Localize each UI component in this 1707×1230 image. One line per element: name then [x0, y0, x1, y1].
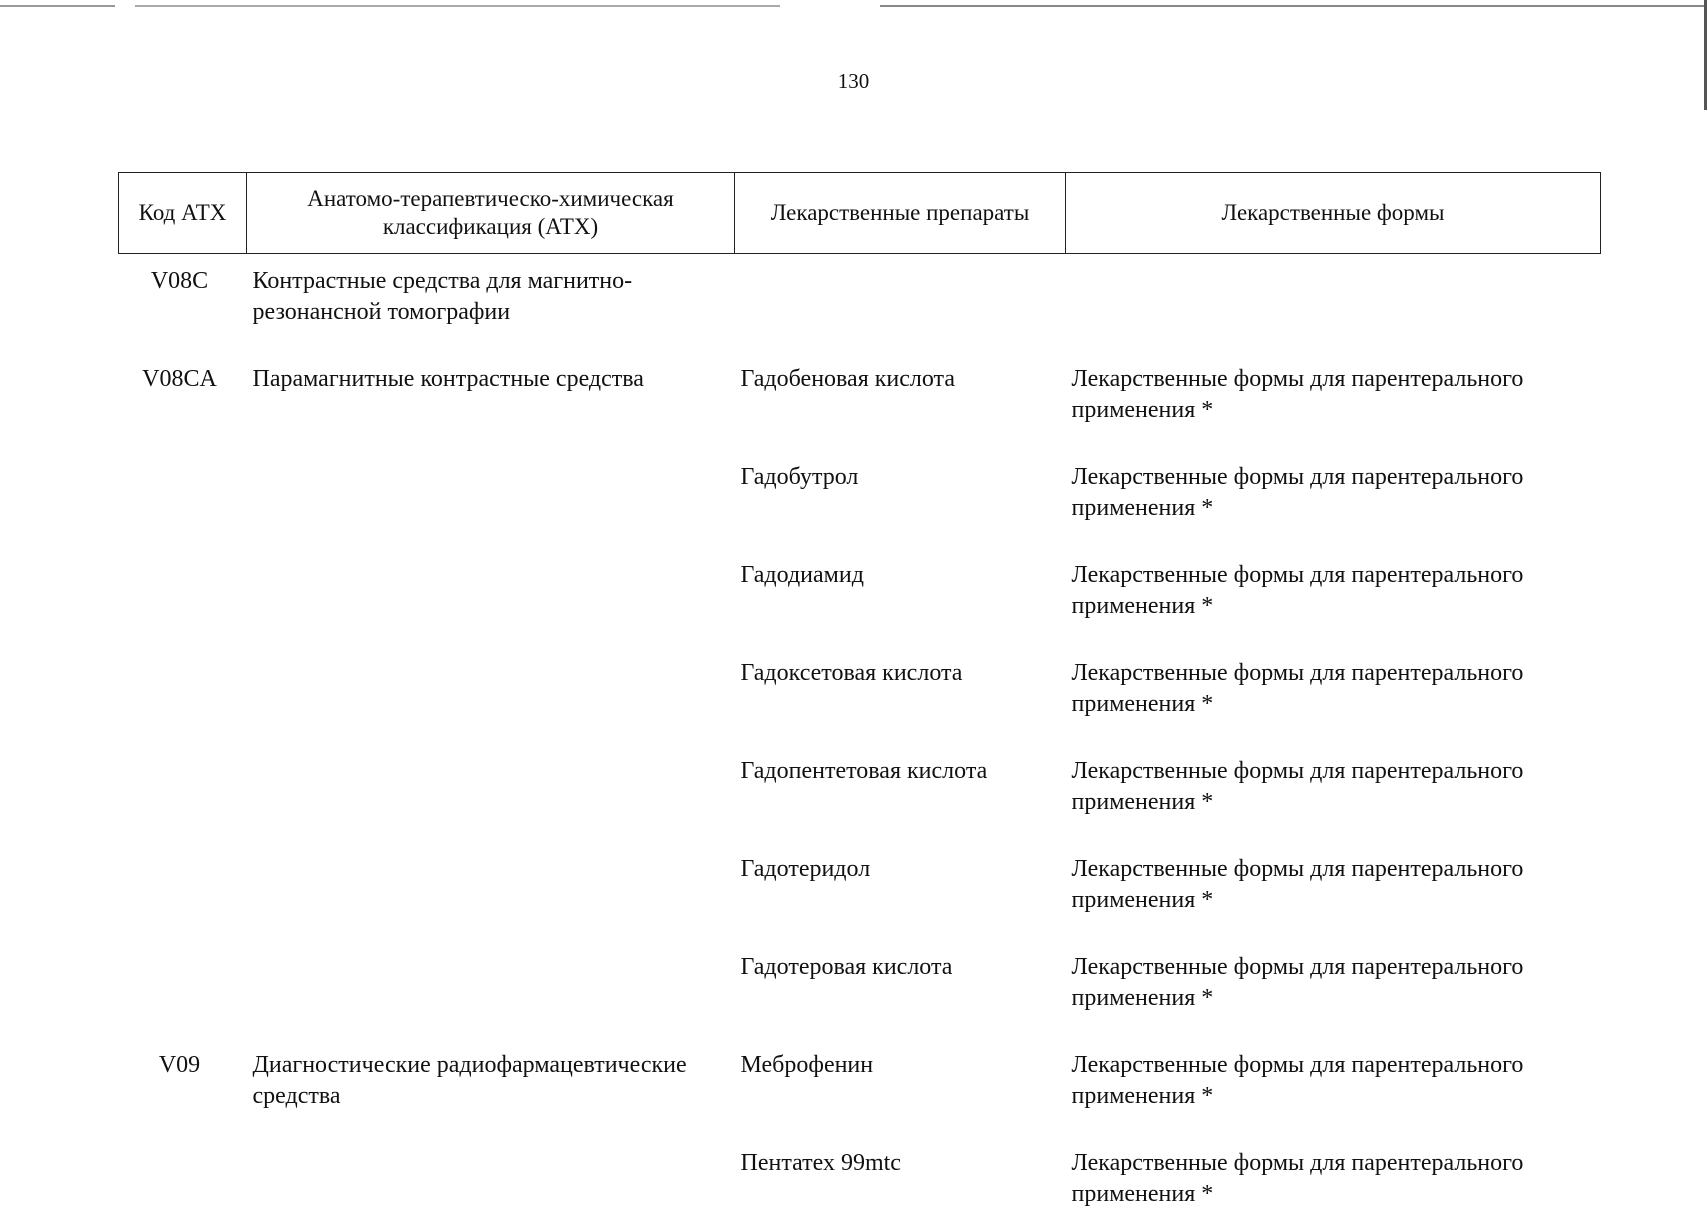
- table-row: [119, 642, 1601, 740]
- cell-code: [119, 838, 247, 936]
- cell-code: [119, 740, 247, 838]
- cell-code: [119, 446, 247, 544]
- table-row: [119, 446, 1601, 544]
- header-code: Код АТХ: [119, 173, 247, 254]
- cell-form: Лекарственные формы для парентерального применения *: [1066, 348, 1601, 446]
- header-classification: Анатомо-терапевтическо-химическая классификация (АТХ): [247, 173, 735, 254]
- header-drugs: Лекарственные препараты: [735, 173, 1066, 254]
- cell-code: V08C: [119, 254, 247, 349]
- table-row: [119, 936, 1601, 1034]
- cell-classification: Контрастные средства для магнитно-резонансной томографии: [247, 254, 735, 349]
- cell-code: V08CA: [119, 348, 247, 446]
- cell-drug: Гадопентетовая кислота: [735, 740, 1066, 838]
- cell-drug: Гадобеновая кислота: [735, 348, 1066, 446]
- table-row: [119, 740, 1601, 838]
- page-number: 130: [0, 69, 1707, 94]
- cell-form: [1066, 254, 1601, 349]
- cell-drug: Гадоксетовая кислота: [735, 642, 1066, 740]
- table-row: [119, 254, 1601, 349]
- cell-classification: [247, 446, 735, 544]
- cell-code: [119, 544, 247, 642]
- cell-drug: Пентатех 99mtc: [735, 1132, 1066, 1230]
- cell-classification: [247, 936, 735, 1034]
- table-row: [119, 1034, 1601, 1132]
- table-body: [119, 254, 1601, 1230]
- cell-form: Лекарственные формы для парентерального применения *: [1066, 544, 1601, 642]
- cell-drug: Гадотеровая кислота: [735, 936, 1066, 1034]
- cell-form: Лекарственные формы для парентерального применения *: [1066, 1034, 1601, 1132]
- table-row: [119, 544, 1601, 642]
- atc-table: [118, 172, 1601, 1230]
- cell-classification: [247, 838, 735, 936]
- cell-classification: [247, 544, 735, 642]
- cell-form: Лекарственные формы для парентерального применения *: [1066, 642, 1601, 740]
- cell-code: [119, 1132, 247, 1230]
- cell-form: Лекарственные формы для парентерального применения *: [1066, 740, 1601, 838]
- header-forms: Лекарственные формы: [1066, 173, 1601, 254]
- cell-form: Лекарственные формы для парентерального применения *: [1066, 936, 1601, 1034]
- cell-classification: Парамагнитные контрастные средства: [247, 348, 735, 446]
- table-row: [119, 1132, 1601, 1230]
- cell-classification: [247, 642, 735, 740]
- table-row: [119, 348, 1601, 446]
- cell-code: [119, 936, 247, 1034]
- cell-drug: Гадобутрол: [735, 446, 1066, 544]
- cell-form: Лекарственные формы для парентерального применения *: [1066, 838, 1601, 936]
- scan-edge-top: [0, 5, 1707, 7]
- cell-classification: [247, 740, 735, 838]
- cell-form: Лекарственные формы для парентерального применения *: [1066, 446, 1601, 544]
- cell-classification: Диагностические радиофармацевтические средства: [247, 1034, 735, 1132]
- table-row: [119, 838, 1601, 936]
- cell-classification: [247, 1132, 735, 1230]
- cell-drug: [735, 254, 1066, 349]
- cell-drug: Гадодиамид: [735, 544, 1066, 642]
- cell-drug: Меброфенин: [735, 1034, 1066, 1132]
- cell-code: V09: [119, 1034, 247, 1132]
- cell-form: Лекарственные формы для парентерального применения *: [1066, 1132, 1601, 1230]
- cell-code: [119, 642, 247, 740]
- cell-drug: Гадотеридол: [735, 838, 1066, 936]
- table-header: [119, 173, 1601, 254]
